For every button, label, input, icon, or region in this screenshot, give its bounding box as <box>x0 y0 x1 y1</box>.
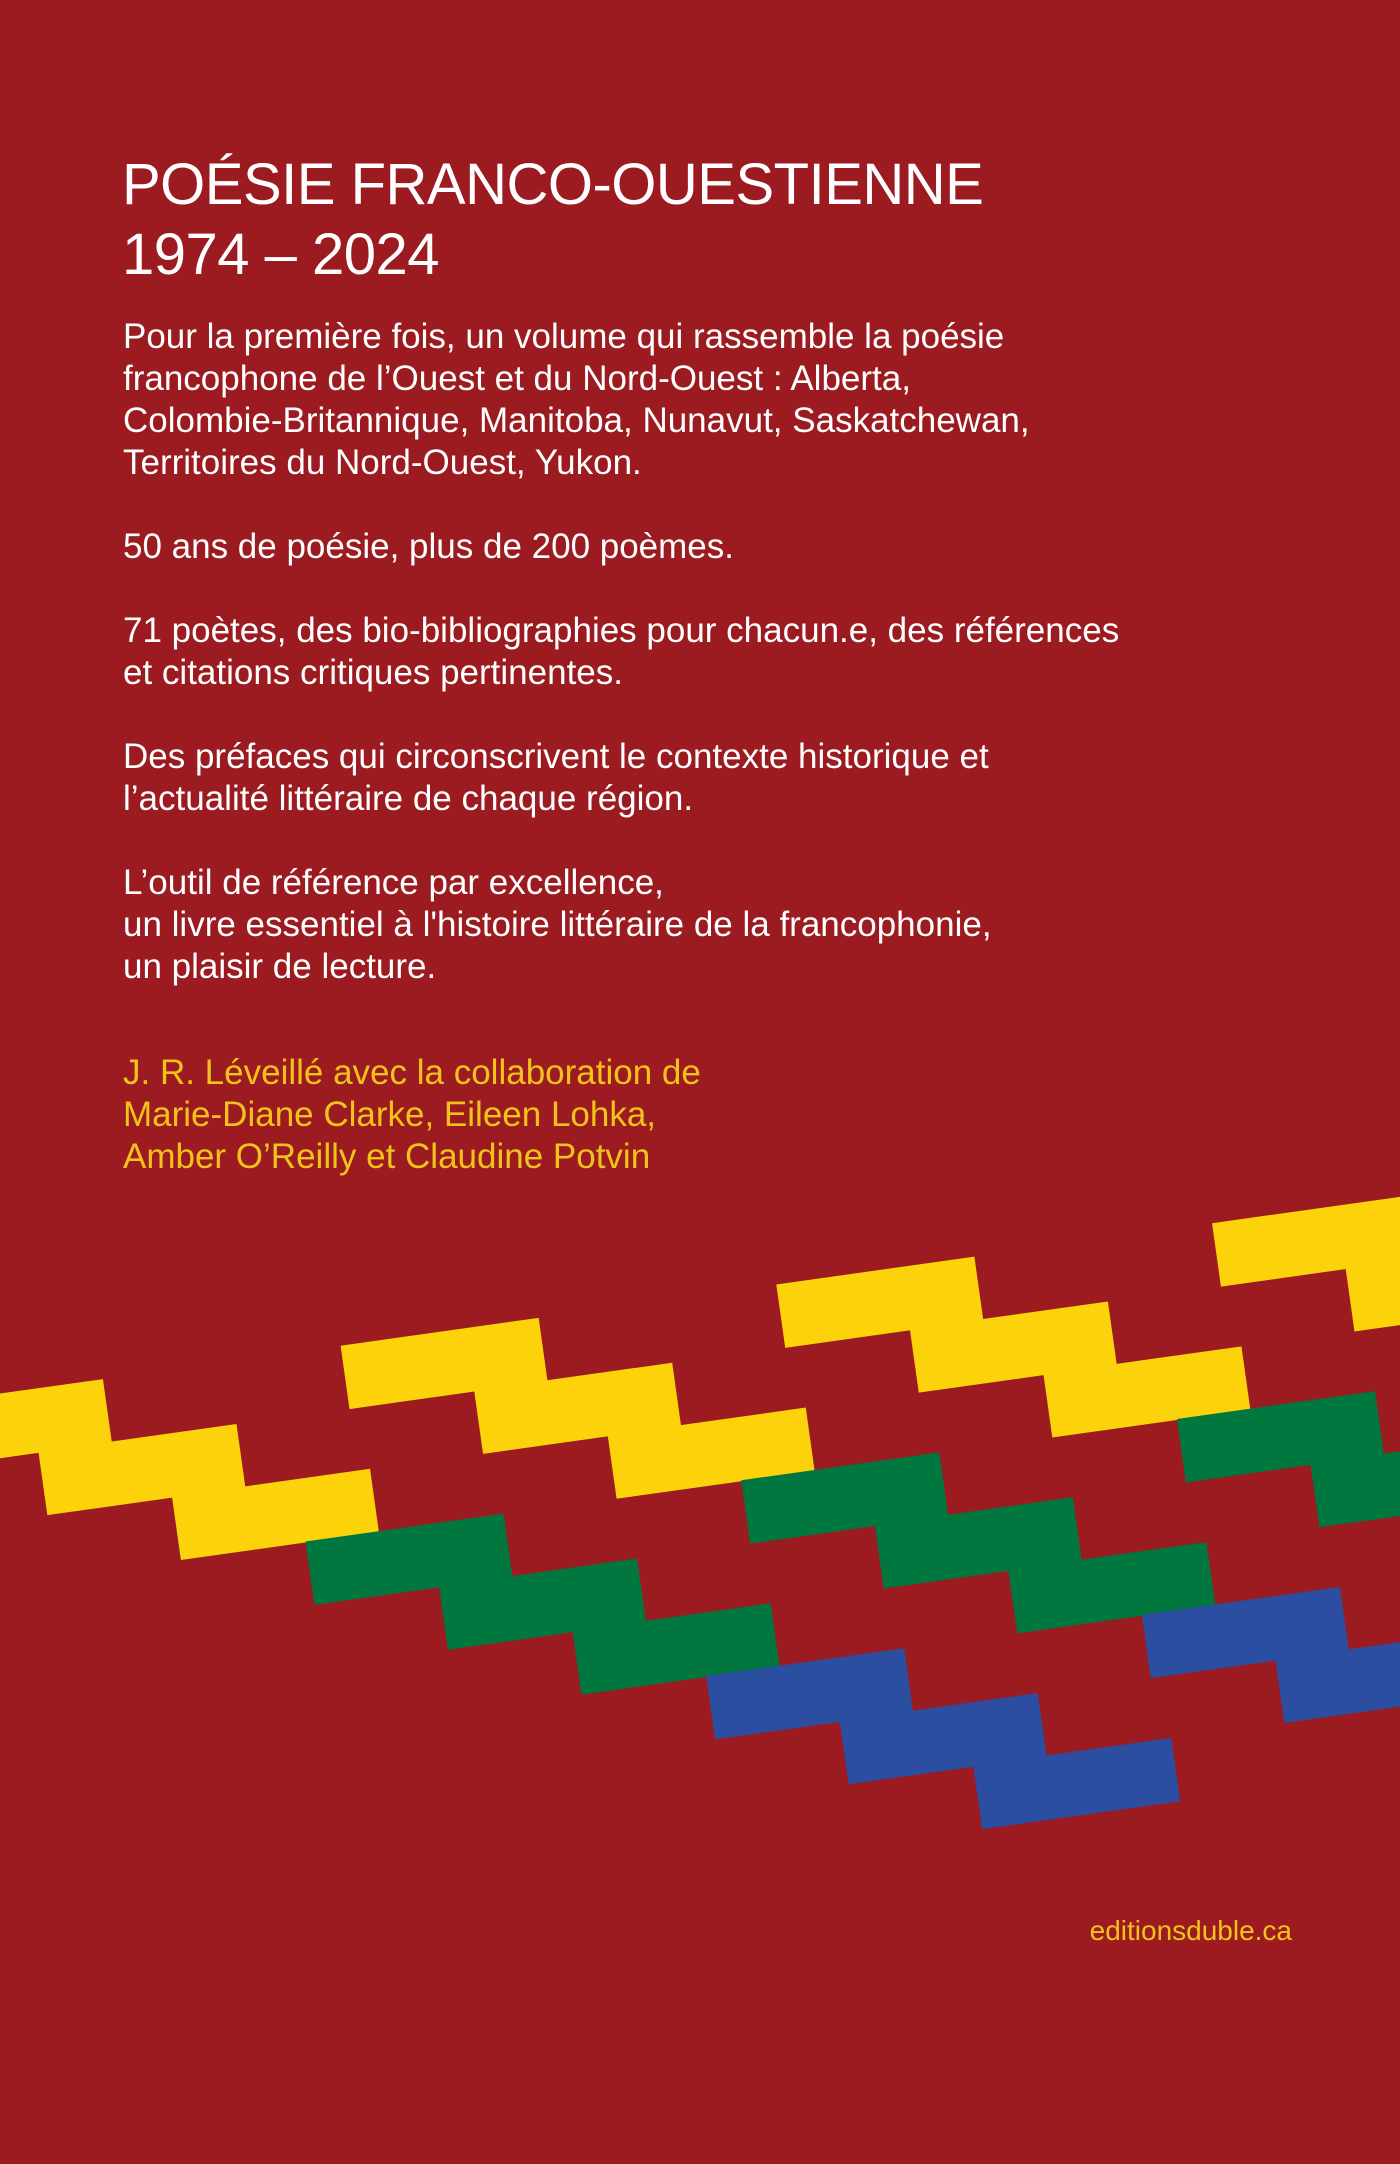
title-line-1: POÉSIE FRANCO-OUESTIENNE <box>122 152 984 217</box>
author-credits: J. R. Léveillé avec la collaboration de Marie-Diane Clarke, Eileen Lohka, Amber O’Reilly et Claudine Potvin <box>123 1053 701 1176</box>
description <box>123 316 1273 1030</box>
description-paragraph: 71 poètes, des bio-bibliographies pour chacun.e, des références et citations critiques pertinentes. <box>123 611 1120 692</box>
publisher-website: editionsduble.ca <box>1089 1915 1292 1946</box>
description-paragraph: Des préfaces qui circonscrivent le contexte historique et l’actualité littéraire de chaque région. <box>123 737 989 818</box>
description-paragraph: Pour la première fois, un volume qui rassemble la poésie francophone de l’Ouest et du Nord-Ouest : Alberta, Colombie-Britannique, Manitoba, Nunavut, Saskatchewan, Territoires du Nord-Ouest, Yukon. <box>123 317 1030 482</box>
decorative-stripe-pattern <box>0 1150 1400 2164</box>
description-paragraph: L’outil de référence par excellence, un livre essentiel à l'histoire littéraire de la francophonie, un plaisir de lecture. <box>123 863 992 986</box>
book-title <box>122 150 983 290</box>
description-paragraph: 50 ans de poésie, plus de 200 poèmes. <box>123 527 734 566</box>
title-years: 1974 – 2024 <box>122 222 440 287</box>
